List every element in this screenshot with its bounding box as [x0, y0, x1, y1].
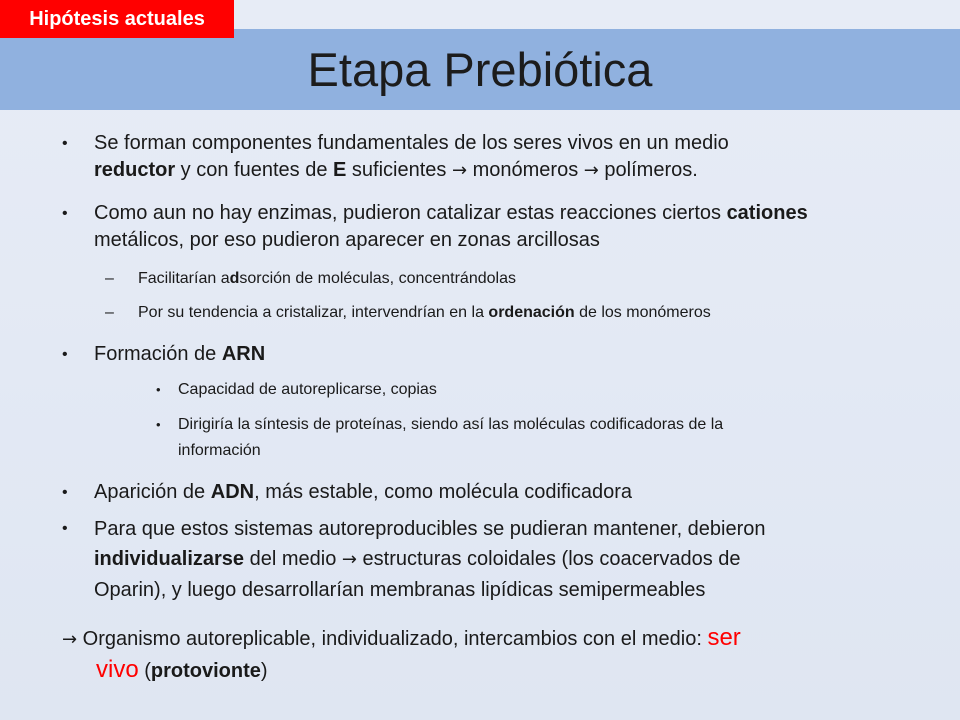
- bullet-medio-reductor: • Se forman componentes fundamentales de los seres vivos en un medio reductor y con fuentes de E suficientes → monómeros → polímeros.: [62, 132, 729, 181]
- bullet-dot: •: [62, 205, 68, 222]
- bullet-dot: •: [62, 346, 68, 363]
- bullet-individualizarse: • Para que estos sistemas autoreproducibles se pudieran mantener, debieron individualizarse del medio → estructuras coloidales (los coacervados de Oparin), y luego desarrollarían membranas lipídicas semipermeables: [94, 514, 952, 605]
- subbullet-adsorcion: – Facilitarían adsorción de moléculas, concentrándolas: [138, 268, 938, 290]
- bullet-dot: •: [62, 520, 68, 537]
- arrow-right-icon: →: [583, 160, 599, 181]
- subbullet-ordenacion: – Por su tendencia a cristalizar, intervendrían en la ordenación de los monómeros: [138, 302, 938, 324]
- bullet-dot: •: [156, 382, 161, 397]
- bullet-dot: •: [156, 417, 161, 432]
- section-badge: Hipótesis actuales: [0, 0, 234, 38]
- bullet-dot: •: [62, 484, 68, 501]
- arrow-right-icon: →: [451, 160, 468, 181]
- bullet-dash: –: [105, 270, 114, 287]
- subbullet-sintesis-proteinas: • Dirigiría la síntesis de proteínas, siendo así las moléculas codificadoras de la información: [178, 412, 938, 464]
- bullet-arn: • Formación de ARN: [94, 341, 952, 368]
- bullet-cationes: • Como aun no hay enzimas, pudieron catalizar estas reacciones ciertos cationes metálicos, por eso pudieron aparecer en zonas arcillosas: [62, 202, 808, 251]
- bullet-dot: •: [62, 135, 68, 152]
- highlight-ser: ser: [707, 624, 741, 651]
- bullet-dash: –: [105, 304, 114, 321]
- conclusion-line: → Organismo autoreplicable, individualizado, intercambios con el medio: ser vivo (protovionte): [62, 624, 741, 683]
- highlight-vivo: vivo: [96, 656, 139, 683]
- arrow-right-icon: →: [341, 549, 357, 570]
- slide-title: Etapa Prebiótica: [307, 43, 653, 96]
- subbullet-autoreplicarse: • Capacidad de autoreplicarse, copias: [178, 377, 938, 403]
- arrow-right-icon: →: [62, 629, 78, 650]
- bullet-adn: • Aparición de ADN, más estable, como molécula codificadora: [94, 479, 952, 506]
